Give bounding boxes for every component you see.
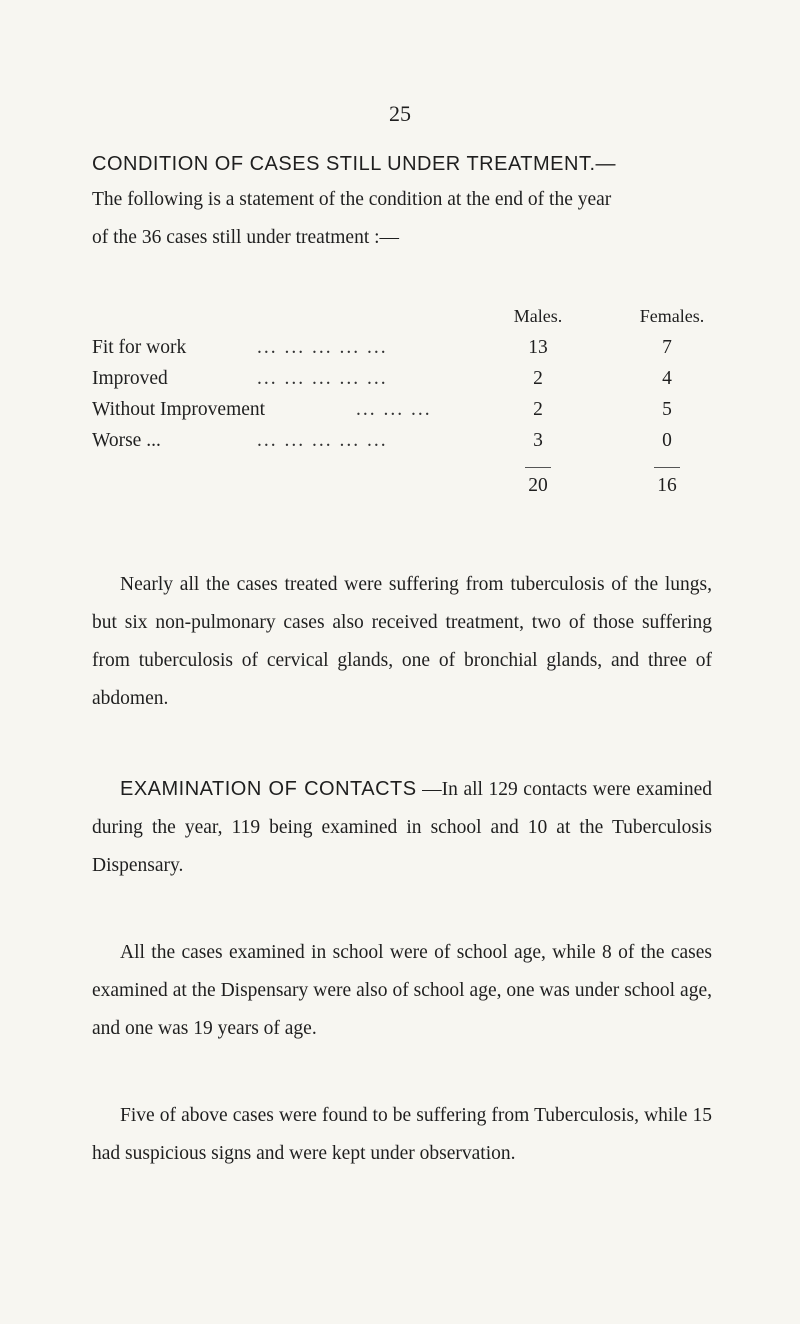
condition-table (92, 306, 718, 506)
condition-heading-text: CONDITION OF CASES STILL UNDER TREATMENT.— (92, 153, 617, 175)
row-females-value: 5 (662, 399, 672, 420)
females-total: 16 (657, 475, 677, 496)
row-leader-dots: ... ... ... ... ... (257, 337, 388, 358)
row-label: Worse ... (92, 430, 161, 451)
males-total: 20 (528, 475, 548, 496)
table-totals-row (92, 475, 718, 506)
row-leader-dots: ... ... ... (356, 399, 432, 420)
intro-line-1: The following is a statement of the condition at the end of the year (92, 189, 612, 210)
females-total-rule (654, 467, 680, 468)
table-row (92, 368, 718, 399)
intro-paragraph (92, 181, 712, 257)
row-label: Fit for work (92, 337, 187, 358)
contacts-paragraph (92, 770, 712, 885)
row-females-value: 7 (662, 337, 672, 358)
row-label: Without Improvement (92, 399, 266, 420)
contacts-text: —In all 129 contacts were examined during the year, 119 being examined in school and 10 at the Tuberculosis Dispensary. (92, 779, 712, 876)
females-header: Females. (639, 306, 705, 326)
page-number: 25 (389, 101, 411, 126)
table-header-row (92, 306, 718, 337)
row-label: Improved (92, 368, 168, 389)
table-row (92, 399, 718, 430)
section-heading-condition (92, 150, 616, 176)
males-header: Males. (513, 306, 563, 326)
row-leader-dots: ... ... ... ... ... (257, 430, 388, 451)
intro-line-2: of the 36 cases still under treatment :— (92, 227, 400, 248)
table-row (92, 430, 718, 461)
row-males-value: 2 (533, 368, 543, 389)
row-males-value: 13 (528, 337, 548, 358)
contacts-heading: EXAMINATION OF CONTACTS (120, 778, 417, 800)
total-rule-row (92, 461, 718, 475)
row-females-value: 0 (662, 430, 672, 451)
row-leader-dots: ... ... ... ... ... (257, 368, 388, 389)
row-females-value: 4 (662, 368, 672, 389)
row-males-value: 2 (533, 399, 543, 420)
males-total-rule (525, 467, 551, 468)
row-males-value: 3 (533, 430, 543, 451)
table-row (92, 337, 718, 368)
pulmonary-paragraph: Nearly all the cases treated were suffering from tuberculosis of the lungs, but six non-pulmonary cases also received treatment, two of those suffering from tuberculosis of cervical glands, one of bronchial glands, and three of abdomen. (92, 574, 712, 709)
findings-paragraph: Five of above cases were found to be suffering from Tuberculosis, while 15 had suspicious signs and were kept under observation. (92, 1105, 712, 1164)
school-age-paragraph: All the cases examined in school were of school age, while 8 of the cases examined at the Dispensary were also of school age, one was under school age, and one was 19 years of age. (92, 942, 712, 1039)
